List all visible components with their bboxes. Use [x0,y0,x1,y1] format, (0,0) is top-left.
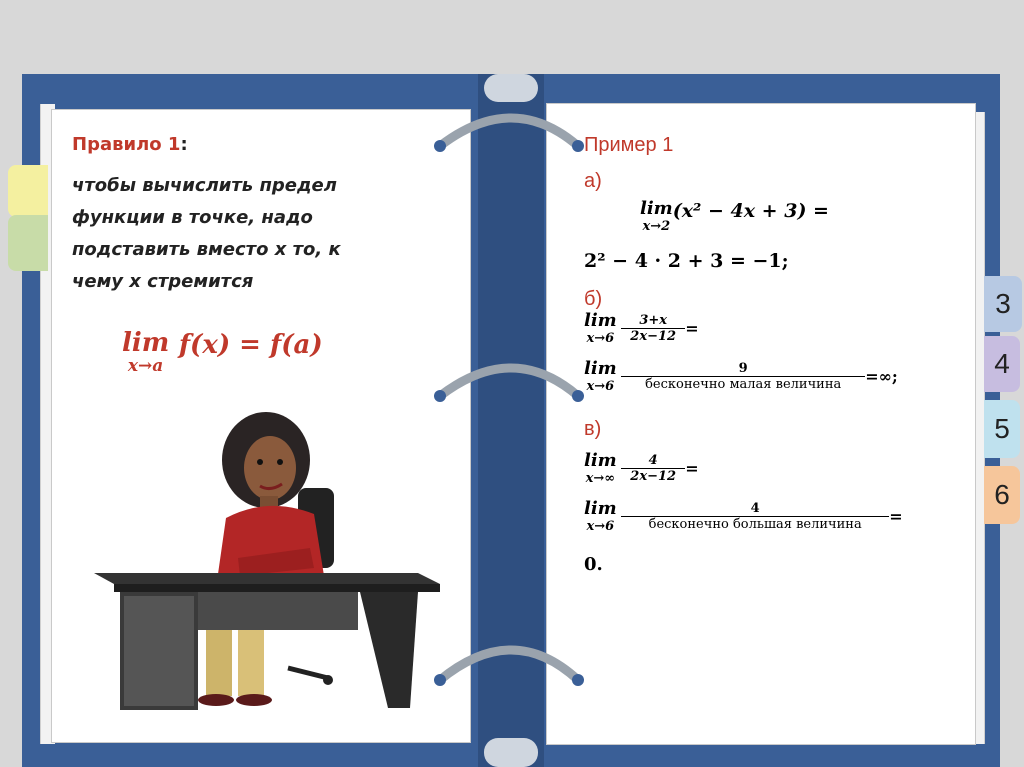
rule-line: функции в точке, надо [72,207,313,228]
spine-bottom-clip [484,738,538,767]
frac-num: 4 [621,453,685,469]
formula-lim: lim [122,328,170,358]
rule-line: чему х стремится [72,271,254,292]
tab-5-label: 5 [994,413,1010,444]
lim-sub: x→6 [586,331,615,346]
lim-word: lim [584,358,617,379]
rule-heading [72,134,188,155]
tab-4[interactable] [984,336,1020,392]
tab-6-label: 6 [994,479,1010,510]
spine-top-clip [484,74,538,102]
c-tail: = [685,459,699,478]
example-b-line1 [584,312,699,345]
frac-den: бесконечно большая величина [648,517,862,532]
left-tab-yellow[interactable] [8,165,48,217]
tab-5[interactable] [984,400,1020,458]
formula-expr: f(x) = f(a) [178,330,323,360]
lim-word: lim [584,498,617,519]
example-c-label: в) [584,418,602,440]
rule-colon: : [180,134,188,155]
frac-num: 4 [621,501,889,517]
lim-sub: x→2 [642,219,671,234]
example-title: Пример 1 [584,134,674,156]
lim-sub: x→6 [586,519,615,534]
formula-sub: x→a [127,356,164,376]
frac-num: 9 [621,361,865,377]
example-c-line2 [584,500,903,533]
b-tail: =∞; [865,367,898,386]
tab-6[interactable] [984,466,1020,524]
lim-word: lim [584,450,617,471]
tab-3[interactable] [984,276,1022,332]
example-c-line1 [584,452,699,485]
ring-bottom [440,650,578,680]
lim-sub: x→∞ [585,471,616,486]
frac-num: 3+x [621,313,685,329]
frac-den: 2x−12 [630,329,677,344]
binder-rings [428,100,598,700]
rule-formula [122,330,323,375]
lim-word: lim [584,310,617,331]
rule-line: подставить вместо х то, к [72,239,341,260]
a-expr: (x² − 4x + 3) = [672,200,829,222]
teacher-illustration [88,408,448,713]
frac-den: 2x−12 [630,469,677,484]
rule-line: чтобы вычислить предел [72,175,337,196]
example-a-line1 [640,200,829,233]
ring-middle [440,368,578,396]
tab-4-label: 4 [994,348,1010,379]
lim-word: lim [640,198,673,219]
c-tail: = [889,507,903,526]
example-a-line2: 2² − 4 · 2 + 3 = −1; [584,250,789,272]
rule-title-text: Правило 1 [72,134,181,155]
lim-sub: x→6 [586,379,615,394]
tab-3-label: 3 [995,288,1011,319]
frac-den: бесконечно малая величина [645,377,842,392]
example-b-label: б) [584,288,603,310]
b-tail: = [685,319,699,338]
example-c-result: 0. [584,554,603,575]
example-a-label: а) [584,170,602,192]
ring-top [440,118,578,146]
rule-body [72,170,432,298]
example-b-line2 [584,360,898,393]
left-tab-green[interactable] [8,215,48,271]
